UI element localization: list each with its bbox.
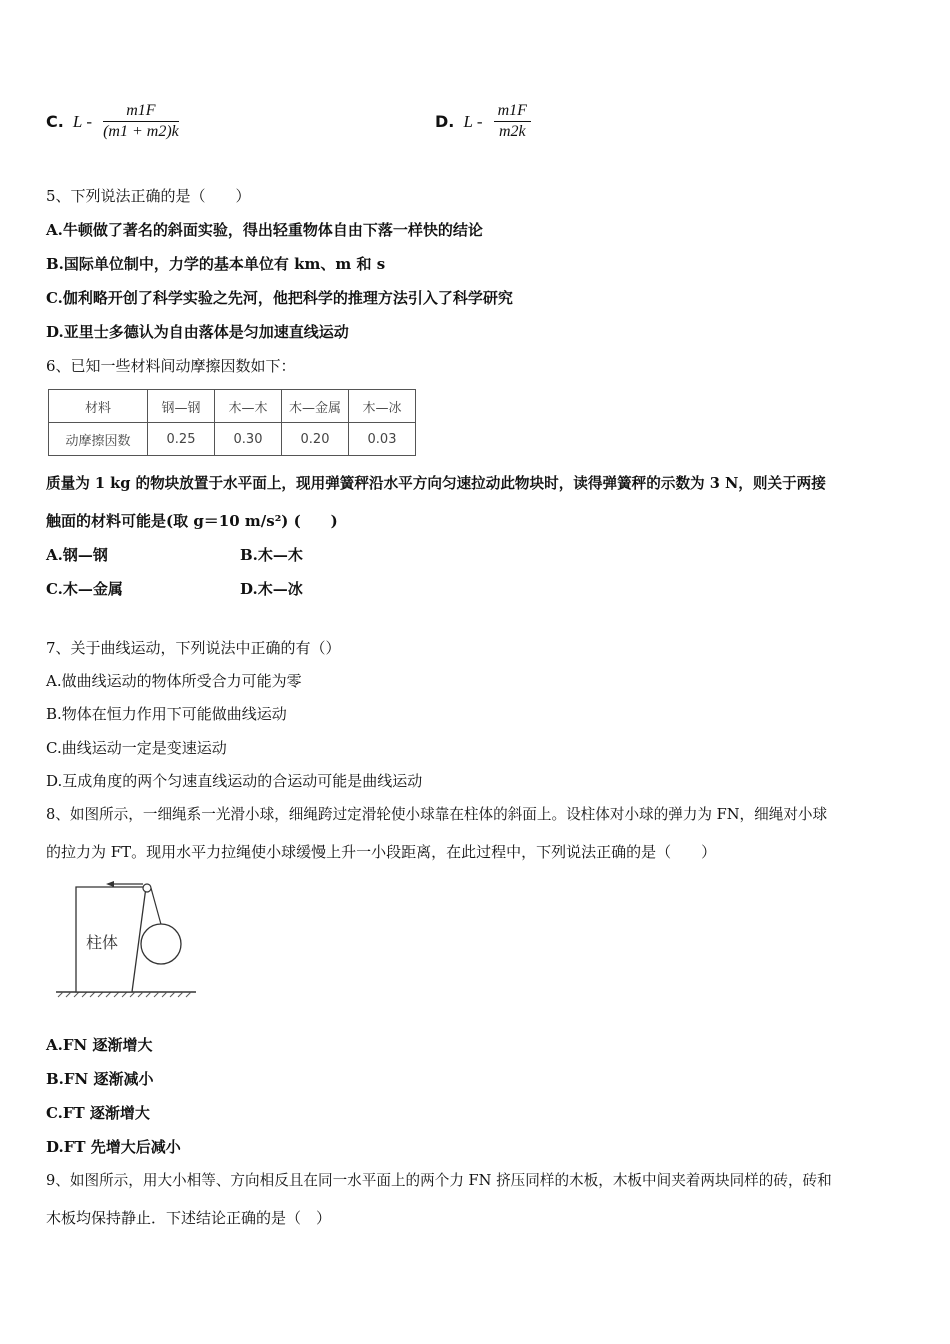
question-9-stem-line-1: 9、如图所示，用大小相等、方向相反且在同一水平面上的两个力 FN 挤压同样的木板，木板中间夹着两块同样的砖，砖和	[46, 1172, 832, 1189]
table-header-cell: 木—冰	[349, 390, 416, 423]
fraction	[103, 102, 179, 141]
pillar-label: 柱体	[86, 933, 119, 952]
q8-option-b: B.FN 逐渐减小	[46, 1070, 154, 1088]
q7-option-a: A.做曲线运动的物体所受合力可能为零	[46, 672, 302, 690]
q8-option-a: A.FN 逐渐增大	[46, 1036, 153, 1054]
table-cell: 0.30	[215, 423, 282, 456]
q8-option-d: D.FT 先增大后减小	[46, 1138, 181, 1156]
option-label: C.	[46, 112, 64, 131]
question-8-stem-line-2: 的拉力为 FT。现用水平力拉绳使小球缓慢上升一小段距离，在此过程中，下列说法正确的是（ ）	[46, 843, 717, 861]
fraction	[494, 102, 531, 141]
q6-text-line-2: 触面的材料可能是(取 g＝10 m/s²) ( )	[46, 512, 338, 530]
table-header-cell: 木—木	[215, 390, 282, 423]
question-5-stem: 5、下列说法正确的是（ ）	[46, 187, 251, 205]
table-cell: 0.03	[349, 423, 416, 456]
question-9-stem-line-2: 木板均保持静止．下述结论正确的是（ ）	[46, 1209, 332, 1227]
table-header-cell: 材料	[49, 390, 148, 423]
formula-prefix: L -	[72, 111, 92, 131]
option-label: D.	[435, 112, 455, 131]
friction-table	[48, 389, 416, 456]
q8-figure	[54, 872, 204, 1002]
q8-option-c: C.FT 逐渐增大	[46, 1104, 150, 1122]
q7-option-c: C.曲线运动一定是变速运动	[46, 739, 227, 757]
q6-option-b: B.木—木	[240, 546, 303, 564]
q6-option-d: D.木—冰	[240, 580, 303, 598]
fraction-numerator: m1F	[103, 102, 179, 122]
fraction-denominator: (m1 + m2)k	[103, 123, 179, 140]
fraction-denominator: m2k	[498, 123, 526, 140]
pillar-diagram	[54, 872, 204, 1002]
table-header-row	[49, 390, 416, 423]
q7-option-d: D.互成角度的两个匀速直线运动的合运动可能是曲线运动	[46, 772, 423, 790]
fraction-numerator: m1F	[494, 102, 531, 122]
table-row-label: 动摩擦因数	[49, 423, 148, 456]
q6-text-line-1: 质量为 1 kg 的物块放置于水平面上，现用弹簧秤沿水平方向匀速拉动此物块时，读得弹簧秤的示数为 3 N，则关于两接	[46, 475, 826, 492]
option-d-q4	[435, 102, 531, 141]
table-header-cell: 木—金属	[282, 390, 349, 423]
q5-option-d: D.亚里士多德认为自由落体是匀加速直线运动	[46, 323, 349, 341]
q5-option-b: B.国际单位制中，力学的基本单位有 km、m 和 s	[46, 255, 386, 273]
table-cell: 0.25	[148, 423, 215, 456]
q6-option-c: C.木—金属	[46, 580, 123, 598]
question-7-stem: 7、关于曲线运动，下列说法中正确的有（）	[46, 639, 341, 657]
table-cell: 0.20	[282, 423, 349, 456]
table-header-cell: 钢—钢	[148, 390, 215, 423]
question-8-stem-line-1: 8、如图所示，一细绳系一光滑小球，细绳跨过定滑轮使小球靠在柱体的斜面上。设柱体对小球的弹力为 FN，细绳对小球	[46, 806, 828, 823]
table-row	[49, 423, 416, 456]
formula-prefix: L -	[463, 111, 483, 131]
option-c-q4	[46, 102, 179, 141]
q5-option-c: C.伽利略开创了科学实验之先河，他把科学的推理方法引入了科学研究	[46, 289, 513, 307]
q7-option-b: B.物体在恒力作用下可能做曲线运动	[46, 705, 287, 723]
q5-option-a: A.牛顿做了著名的斜面实验，得出轻重物体自由下落一样快的结论	[46, 221, 483, 239]
q6-option-a: A.钢—钢	[46, 546, 108, 564]
question-6-stem: 6、已知一些材料间动摩擦因数如下：	[46, 357, 296, 375]
